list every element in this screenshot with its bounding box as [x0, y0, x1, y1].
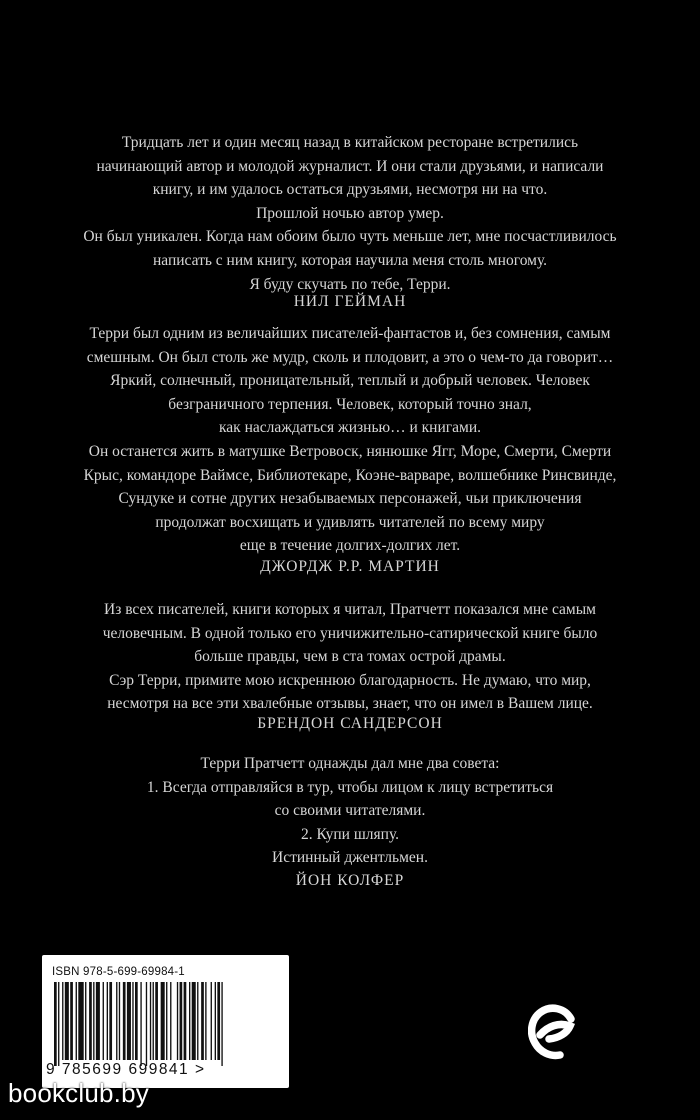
quote-line: смешным. Он был столь же мудр, сколь и плодовит, а это о чем-то да говорит… — [86, 348, 614, 366]
watermark-label: bookclub.by — [8, 1078, 149, 1108]
quote-line: продолжат восхищать и удивлять читателей по всему миру — [155, 513, 545, 531]
quote-line: 2. Купи шляпу. — [300, 825, 400, 843]
quote-line: еще в течение долгих-долгих лет. — [239, 537, 461, 555]
quote-author-gaiman: НИЛ ГЕЙМАН — [293, 293, 407, 310]
barcode-bar — [215, 982, 216, 1060]
quote-line: Он останется жить в матушке Ветровоск, нянюшке Ягг, Море, Смерти, Смерти — [88, 442, 612, 460]
quote-line: Из всех писателей, книги которых я читал, Пратчетт показался мне самым — [104, 601, 596, 618]
barcode-bar — [140, 982, 141, 1066]
quote-gaiman — [30, 131, 670, 296]
barcode-bar — [211, 982, 212, 1060]
barcode-bar — [217, 982, 220, 1060]
quote-sanderson — [30, 598, 670, 716]
barcode-bar — [76, 982, 77, 1060]
barcode-bar — [153, 982, 154, 1060]
barcode-bar — [184, 982, 187, 1060]
isbn-label: ISBN 978-5-699-69984-1 — [52, 966, 185, 978]
quote-author-sanderson: БРЕНДОН САНДЕРСОН — [257, 715, 443, 732]
quote-line: Я буду скучать по тебе, Терри. — [249, 275, 451, 293]
barcode-bar — [192, 982, 196, 1060]
barcode-bar — [89, 982, 92, 1060]
quote-line: Терри Пратчетт однажды дал мне два совета: — [200, 755, 500, 772]
quote-line: Яркий, солнечный, проницательный, теплый и добрый человек. Человек — [110, 372, 590, 390]
barcode-bar — [103, 982, 104, 1060]
quote-line: начинающий автор и молодой журналист. И они стали друзьями, и написали — [96, 157, 604, 175]
quote-line: человечным. В одной только его уничижительно-сатирической книге было — [102, 624, 598, 642]
quote-line: Сундуке и сотне других незабываемых персонажей, чьи приключения — [118, 490, 582, 508]
barcode-bar — [146, 982, 147, 1066]
quote-line: Прошлой ночью автор умер. — [256, 204, 444, 222]
barcode-bar — [62, 982, 63, 1060]
barcode-bar — [189, 982, 190, 1060]
barcode-bar — [180, 982, 183, 1060]
barcode-bar — [78, 982, 83, 1060]
barcode-bar — [116, 982, 117, 1060]
barcode-bar — [85, 982, 86, 1060]
quote-line: больше правды, чем в ста томах острой драмы. — [194, 648, 506, 666]
barcode-bar — [170, 982, 171, 1060]
quote-line: безграничного терпения. Человек, который точно знал, — [168, 395, 532, 413]
quote-line: со своими читателями. — [274, 802, 426, 820]
barcode-bar — [58, 982, 59, 1066]
barcode-bars — [52, 982, 280, 1066]
barcode-bar — [205, 982, 206, 1060]
barcode-bar — [54, 982, 57, 1066]
quote-line: Истинный джентльмен. — [272, 849, 428, 867]
quote-line: Терри был одним из величайших писателей-фантастов и, без сомнения, самым — [89, 325, 611, 342]
barcode-bar — [197, 982, 198, 1060]
barcode-bar — [135, 982, 138, 1060]
quote-line: Тридцать лет и один месяц назад в китайском ресторане встретились — [121, 134, 579, 151]
barcode-bar — [161, 982, 165, 1060]
quote-line: Крыс, командоре Ваймсе, Библиотекаре, Коэне-варваре, волшебнике Ринсвинде, — [83, 466, 617, 484]
barcode-bar — [123, 982, 126, 1060]
quote-line: 1. Всегда отправляйся в тур, чтобы лицом к лицу встретиться — [146, 778, 554, 796]
eksmo-logo-icon — [528, 1002, 578, 1060]
quote-author-martin: ДЖОРДЖ Р.Р. МАРТИН — [260, 558, 440, 575]
quote-martin — [30, 322, 670, 558]
barcode-bar — [119, 982, 120, 1060]
barcode-bar — [177, 982, 178, 1060]
barcode-bar — [221, 982, 222, 1066]
quote-line: как наслаждаться жизнью… и книгами. — [218, 419, 481, 437]
barcode-bar — [107, 982, 108, 1060]
barcode-bar — [93, 982, 94, 1060]
barcode-card — [42, 955, 289, 1088]
quote-line: книгу, и им удалось остаться друзьями, несмотря ни на что. — [152, 181, 548, 199]
quote-line: написать с ним книгу, которая научила меня столь многому. — [152, 251, 548, 269]
quote-author-colfer: ЙОН КОЛФЕР — [295, 872, 405, 889]
barcode-bar — [70, 982, 73, 1060]
barcode-bar — [150, 982, 151, 1060]
quote-line: несмотря на все эти хвалебные отзывы, знает, что он имел в Вашем лице. — [107, 695, 593, 713]
barcode-bar — [132, 982, 133, 1060]
barcode-bar — [201, 982, 204, 1060]
barcode-bar — [166, 982, 167, 1060]
barcode-digits: 9 785699 699841 > — [46, 1061, 206, 1078]
quote-colfer — [30, 752, 670, 870]
quote-line: Он был уникален. Когда нам обоим было чуть меньше лет, мне посчастливилось — [83, 228, 617, 246]
barcode-bar — [96, 982, 100, 1060]
barcode-bar — [155, 982, 158, 1060]
barcode-bar — [65, 982, 69, 1060]
barcode-bar — [127, 982, 131, 1060]
quote-line: Сэр Терри, примите мою искреннюю благодарность. Не думаю, что мир, — [109, 671, 591, 689]
barcode-bar — [109, 982, 112, 1060]
